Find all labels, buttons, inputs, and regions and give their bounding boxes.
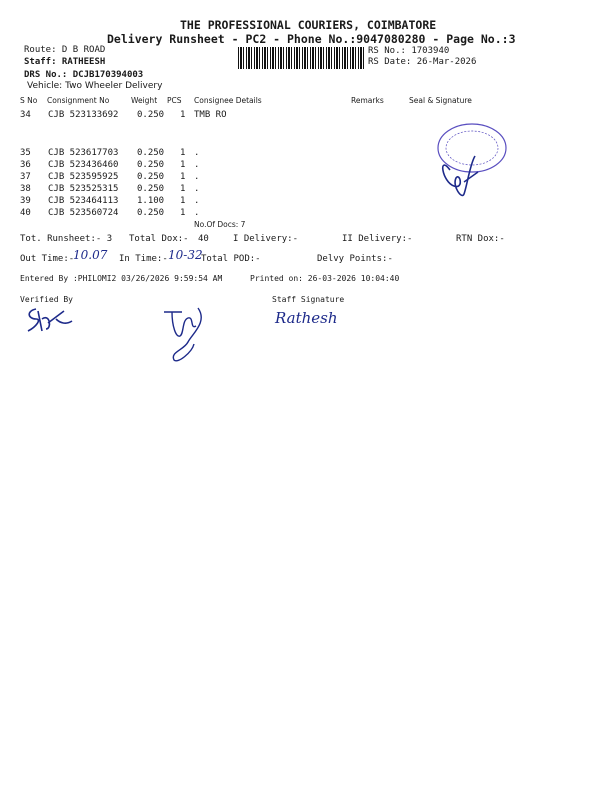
tot-runsheet: Tot. Runsheet:- 3 xyxy=(20,234,113,244)
col-header-pcs: PCS xyxy=(167,96,182,105)
row-consignment: CJB 523560724 xyxy=(48,208,119,218)
printed-on: Printed on: 26-03-2026 10:04:40 xyxy=(250,274,400,283)
row-weight: 0.250 xyxy=(137,184,165,194)
row-consignee: TMB RO xyxy=(194,110,227,120)
verified-by-signature xyxy=(22,305,82,335)
in-time-label: In Time:- xyxy=(119,254,168,264)
row-consignment: CJB 523464113 xyxy=(48,196,119,206)
stamp-inner-ring xyxy=(446,131,498,165)
row-pcs: 1 xyxy=(180,184,186,194)
row-consignee: . xyxy=(194,160,200,170)
row-pcs: 1 xyxy=(180,172,186,182)
row-consignment: CJB 523133692 xyxy=(48,110,119,120)
total-dox-label: Total Dox:- xyxy=(129,234,189,244)
row-sno: 37 xyxy=(20,172,31,182)
row-sno: 39 xyxy=(20,196,31,206)
runsheet-subtitle: Delivery Runsheet - PC2 - Phone No.:9047080280 - Page No.:3 xyxy=(107,32,516,46)
out-time-label: Out Time:- xyxy=(20,254,75,264)
staff-handwritten-signature: Rathesh xyxy=(275,309,338,327)
row-consignee: . xyxy=(194,184,200,194)
row-consignment: CJB 523595925 xyxy=(48,172,119,182)
col-header-remarks: Remarks xyxy=(351,96,384,105)
row-sno: 38 xyxy=(20,184,31,194)
row-weight: 0.250 xyxy=(137,160,165,170)
staff-signature-label: Staff Signature xyxy=(272,295,345,304)
row-weight: 0.250 xyxy=(137,208,165,218)
row-consignee: . xyxy=(194,172,200,182)
row-sno: 40 xyxy=(20,208,31,218)
total-dox-value: 40 xyxy=(198,234,209,244)
row-consignment: CJB 523617703 xyxy=(48,148,119,158)
row-consignee: . xyxy=(194,208,200,218)
row-weight: 0.250 xyxy=(137,148,165,158)
middle-signature xyxy=(158,300,228,362)
total-pod: Total POD:- xyxy=(201,254,261,264)
barcode xyxy=(238,47,366,69)
row-pcs: 1 xyxy=(180,148,186,158)
no-of-docs: No.Of Docs: 7 xyxy=(194,220,246,229)
i-delivery: I Delivery:- xyxy=(233,234,299,244)
col-header-seal: Seal & Signature xyxy=(409,96,472,105)
entered-by: Entered By :PHILOMI2 03/26/2026 9:59:54 AM xyxy=(20,274,223,283)
seal-stamp xyxy=(420,112,520,208)
drs-number: DRS No.: DCJB170394003 xyxy=(24,70,144,80)
row-sno: 36 xyxy=(20,160,31,170)
col-header-consignee: Consignee Details xyxy=(194,96,262,105)
rs-date: RS Date: 26-Mar-2026 xyxy=(368,57,477,67)
row-pcs: 1 xyxy=(180,110,186,120)
row-pcs: 1 xyxy=(180,160,186,170)
col-header-consignment: Consignment No xyxy=(47,96,110,105)
row-weight: 1.100 xyxy=(137,196,165,206)
row-sno: 34 xyxy=(20,110,31,120)
delvy-points: Delvy Points:- xyxy=(317,254,393,264)
rtn-dox: RTN Dox:- xyxy=(456,234,505,244)
route: Route: D B ROAD xyxy=(24,45,106,55)
row-consignment: CJB 523436460 xyxy=(48,160,119,170)
col-header-sno: S No xyxy=(20,96,38,105)
out-time-value: 10.07 xyxy=(73,248,108,262)
company-title: THE PROFESSIONAL COURIERS, COIMBATORE xyxy=(180,18,437,32)
verified-by-label: Verified By xyxy=(20,295,73,304)
ii-delivery: II Delivery:- xyxy=(342,234,413,244)
row-consignee: . xyxy=(194,148,200,158)
vehicle: Vehicle: Two Wheeler Delivery xyxy=(27,81,163,91)
row-pcs: 1 xyxy=(180,208,186,218)
row-sno: 35 xyxy=(20,148,31,158)
row-weight: 0.250 xyxy=(137,110,165,120)
seal-signature xyxy=(443,156,475,195)
row-pcs: 1 xyxy=(180,196,186,206)
seal-signature-stroke xyxy=(464,172,478,182)
in-time-value: 10-32 xyxy=(168,248,203,262)
row-consignee: . xyxy=(194,196,200,206)
rs-number: RS No.: 1703940 xyxy=(368,46,450,56)
staff: Staff: RATHEESH xyxy=(24,57,106,67)
row-weight: 0.250 xyxy=(137,172,165,182)
col-header-weight: Weight xyxy=(131,96,158,105)
row-consignment: CJB 523525315 xyxy=(48,184,119,194)
